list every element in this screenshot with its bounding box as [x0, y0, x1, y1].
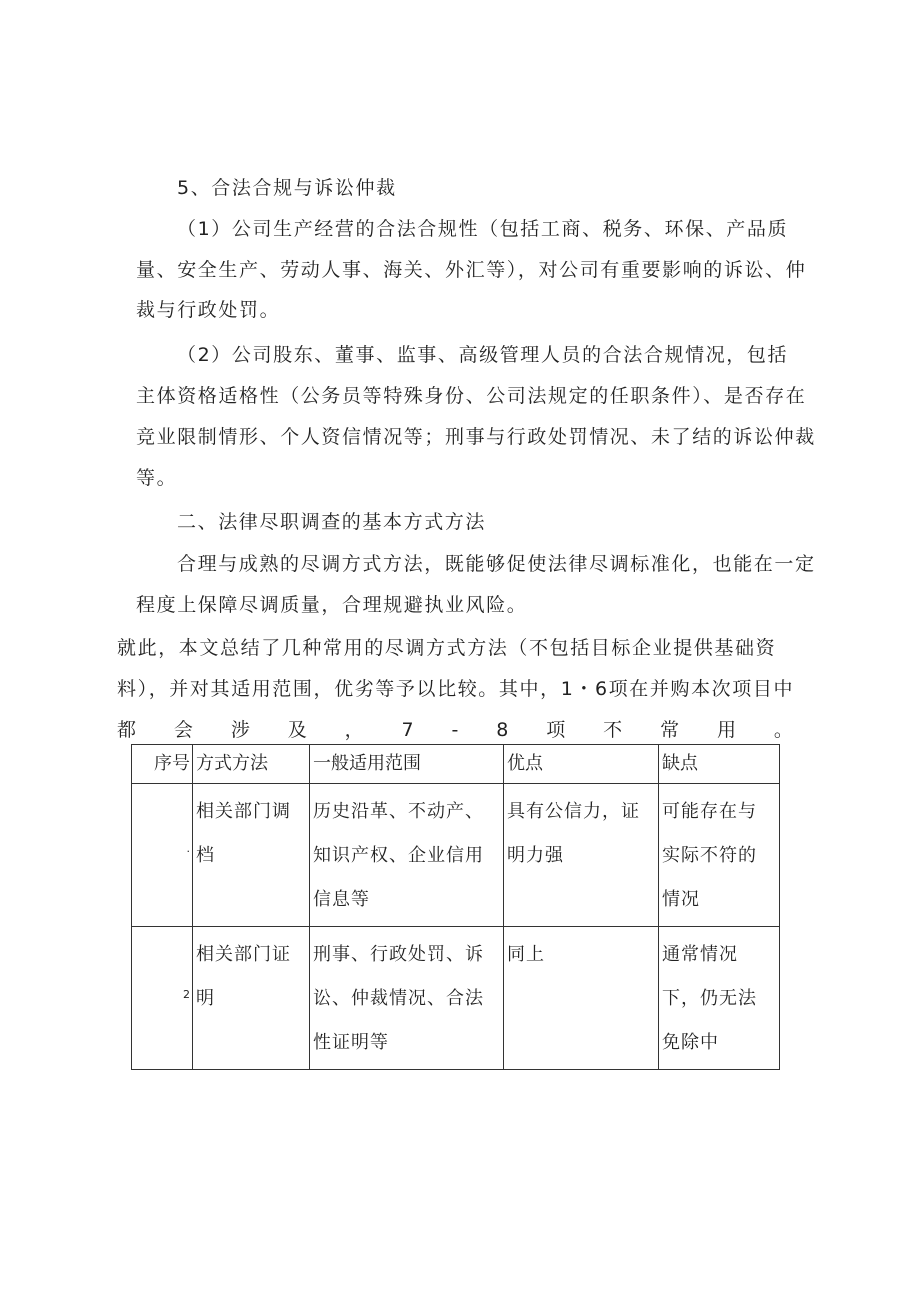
header-cons: 缺点: [659, 745, 780, 784]
section-heading-2: 二、法律尽职调查的基本方式方法: [177, 511, 487, 533]
methods-comparison-table: [131, 744, 780, 1070]
justified-token: 7: [401, 719, 414, 741]
justified-token: 及: [287, 719, 307, 741]
cell-line: 讼、仲裁情况、合法: [313, 988, 484, 1009]
justified-token: 常: [660, 719, 680, 741]
row-cons: [659, 927, 780, 1070]
justified-token: 都: [117, 719, 137, 741]
cell-line: 通常情况: [662, 944, 738, 965]
cell-line: 情况: [662, 889, 700, 910]
cell-line: 档: [196, 845, 215, 866]
item-2-line-4: 等。: [136, 467, 178, 489]
cell-line: 下，仍无法: [662, 988, 757, 1009]
row-scope: [310, 784, 504, 927]
row-index: ·: [132, 784, 193, 927]
cell-line: 可能存在与: [662, 801, 757, 822]
justified-token: 涉: [230, 719, 250, 741]
item-2-line-3: 竞业限制情形、个人资信情况等；刑事与行政处罚情况、未了结的诉讼仲裁: [136, 426, 816, 448]
justified-token: 8: [496, 719, 509, 741]
row-index: 2: [132, 927, 193, 1070]
row-method: [193, 784, 310, 927]
cell-line: 性证明等: [313, 1032, 389, 1053]
header-method: 方式方法: [193, 745, 310, 784]
header-pros: 优点: [504, 745, 659, 784]
table-row: [132, 784, 780, 927]
justified-token: ，: [344, 719, 364, 741]
justified-token: -: [451, 719, 459, 741]
justified-token: 项: [546, 719, 566, 741]
item-1-line-2: 量、安全生产、劳动人事、海关、外汇等），对公司有重要影响的诉讼、仲: [136, 259, 807, 281]
table-row: [132, 927, 780, 1070]
justified-token: 用: [716, 719, 736, 741]
row-method: [193, 927, 310, 1070]
item-2-line-1: （2）公司股东、董事、监事、高级管理人员的合法合规情况，包括: [177, 344, 789, 366]
cell-line: 历史沿革、不动产、: [313, 801, 484, 822]
summary-justified-line: [117, 718, 793, 742]
cell-line: 信息等: [313, 889, 370, 910]
row-cons: [659, 784, 780, 927]
item-2-line-2: 主体资格适格性（公务员等特殊身份、公司法规定的任职条件）、是否存在: [136, 385, 807, 407]
cell-line: 知识产权、企业信用: [313, 845, 484, 866]
cell-line: 免除中: [662, 1032, 719, 1053]
cell-line: 实际不符的: [662, 845, 757, 866]
item-1-line-3: 裁与行政处罚。: [136, 299, 281, 321]
section-heading-5: 5、合法合规与诉讼仲裁: [177, 177, 397, 199]
cell-line: 具有公信力，证: [507, 801, 640, 822]
justified-token: 。: [773, 719, 793, 741]
intro-line-1: 合理与成熟的尽调方式方法，既能够促使法律尽调标准化，也能在一定: [177, 553, 816, 575]
table-header-row: [132, 745, 780, 784]
cell-line: 刑事、行政处罚、诉: [313, 944, 484, 965]
row-pros: [504, 784, 659, 927]
cell-line: 明: [196, 988, 215, 1009]
cell-line: 明力强: [507, 845, 564, 866]
justified-token: 不: [603, 719, 623, 741]
header-scope: 一般适用范围: [310, 745, 504, 784]
item-1-line-1: （1）公司生产经营的合法合规性（包括工商、税务、环保、产品质: [177, 218, 789, 240]
cell-line: 相关部门证: [196, 944, 291, 965]
cell-line: 相关部门调: [196, 801, 291, 822]
row-scope: [310, 927, 504, 1070]
justified-token: 会: [173, 719, 193, 741]
intro-line-2: 程度上保障尽调质量，合理规避执业风险。: [136, 594, 528, 616]
header-index: 序号: [132, 745, 193, 784]
row-pros: [504, 927, 659, 1070]
summary-line-2: 料），并对其适用范围，优劣等予以比较。其中，1・6项在并购本次项目中: [117, 678, 795, 700]
cell-line: 同上: [507, 944, 545, 965]
summary-line-1: 就此，本文总结了几种常用的尽调方式方法（不包括目标企业提供基础资: [117, 637, 777, 659]
